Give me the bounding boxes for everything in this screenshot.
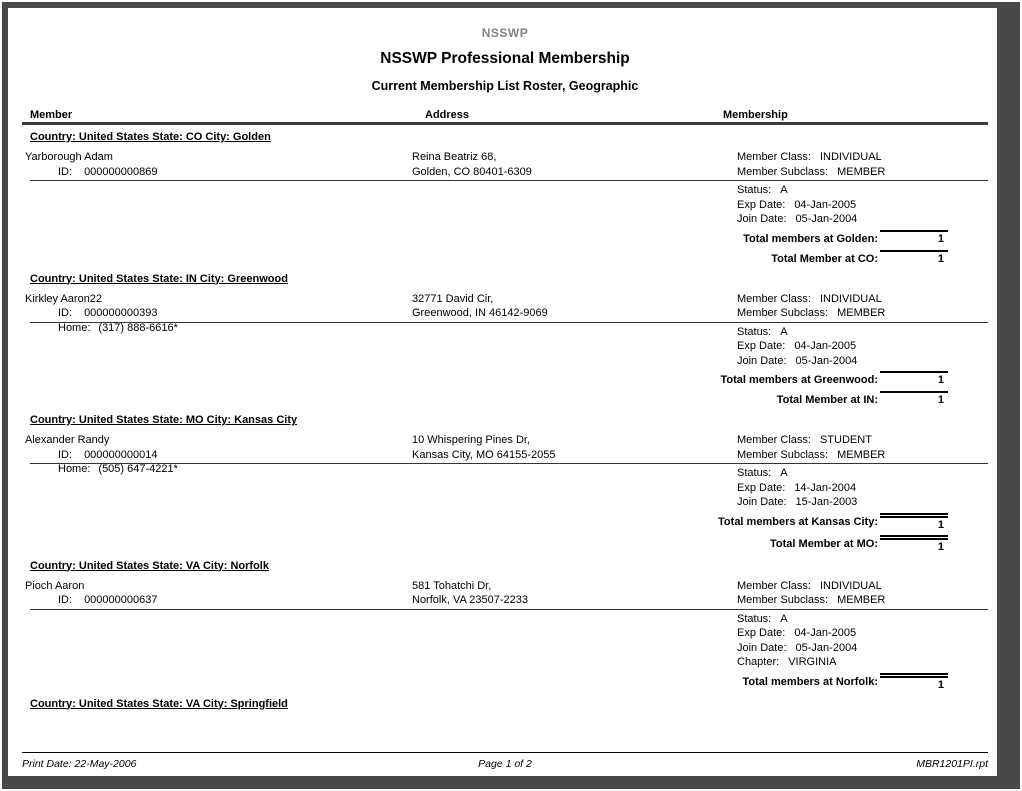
address-line-1: 581 Tohatchi Dr, (412, 579, 492, 592)
total-value: 1 (880, 535, 948, 554)
member-id-row (25, 306, 412, 321)
report-brand: NSSWP (481, 26, 529, 40)
field-label: Member Class: (737, 579, 811, 592)
total-label: Total members at Kansas City: (718, 515, 878, 528)
membership-field (737, 641, 988, 656)
address-line-1: 32771 David Cir, (412, 292, 494, 305)
record-divider (30, 463, 988, 464)
footer-report-name: MBR1201PI.rpt (916, 758, 988, 770)
membership-field (737, 579, 988, 594)
column-header-row (22, 107, 988, 125)
address-line-2: Greenwood, IN 46142-9069 (412, 307, 548, 319)
total-label: Total members at Greenwood: (720, 374, 878, 386)
field-label: Member Class: (737, 292, 811, 305)
member-id-value: 000000000869 (84, 165, 158, 178)
membership-field (737, 448, 988, 463)
membership-field (737, 306, 988, 321)
group-totals (22, 513, 988, 554)
column-header-membership: Membership (723, 109, 788, 121)
group-greenwood (22, 272, 988, 409)
group-norfolk (22, 559, 988, 692)
member-record (22, 579, 988, 670)
field-value: 05-Jan-2004 (795, 213, 858, 225)
address-column (412, 150, 737, 227)
field-value: INDIVIDUAL (819, 292, 882, 305)
field-value: 05-Jan-2004 (795, 354, 858, 367)
city-total-row (22, 513, 948, 532)
membership-field (737, 593, 988, 608)
group-header: Country: United States State: IN City: Greenwood (30, 272, 288, 285)
field-value: MEMBER (837, 448, 886, 461)
state-total-row (22, 535, 948, 554)
member-column (22, 150, 412, 227)
total-value: 1 (880, 391, 948, 407)
column-header-address: Address (425, 109, 470, 121)
field-label: Exp Date: (737, 627, 786, 639)
group-header: Country: United States State: VA City: Norfolk (30, 559, 269, 572)
field-label: Member Class: (737, 151, 811, 163)
membership-column (737, 433, 988, 510)
member-column (22, 579, 412, 670)
field-value: 15-Jan-2003 (795, 496, 858, 508)
state-total-row (22, 391, 948, 408)
membership-field (737, 626, 988, 641)
field-label: Member Class: (737, 434, 811, 446)
field-value: MEMBER (837, 594, 886, 606)
member-name: Pioch Aaron (25, 579, 85, 592)
total-value: 1 (880, 371, 948, 387)
report-subtitle: Current Membership List Roster, Geographic (371, 79, 639, 93)
field-value: INDIVIDUAL (819, 151, 882, 163)
field-label: Status: (737, 325, 772, 338)
report-page (8, 8, 997, 776)
membership-field (737, 198, 988, 213)
member-name: Yarborough Adam (25, 151, 113, 163)
field-value: VIRGINIA (788, 656, 837, 668)
field-value: STUDENT (819, 434, 872, 446)
total-value: 1 (880, 513, 948, 532)
member-column (22, 292, 412, 369)
address-line-2: Golden, CO 80401-6309 (412, 165, 532, 178)
group-totals (22, 371, 988, 408)
state-total-row (22, 250, 948, 267)
member-record (22, 292, 988, 369)
member-id-label: ID: (58, 594, 73, 606)
city-total-row (22, 371, 948, 388)
group-kansas-city (22, 413, 988, 554)
field-value: A (780, 184, 788, 196)
membership-field (737, 325, 988, 340)
member-id-value: 000000000637 (84, 594, 158, 606)
total-value: 1 (880, 250, 948, 266)
field-value: A (780, 467, 788, 479)
field-value: 05-Jan-2004 (795, 641, 858, 654)
group-header: Country: United States State: CO City: Golden (30, 131, 271, 143)
field-label: Exp Date: (737, 481, 786, 494)
page-footer (22, 752, 988, 771)
membership-column (737, 292, 988, 369)
field-value: MEMBER (837, 307, 886, 319)
report-title: NSSWP Professional Membership (380, 50, 630, 67)
total-label: Total Member at CO: (771, 252, 878, 265)
member-id-value: 000000000014 (84, 448, 158, 461)
group-totals (22, 230, 988, 267)
field-label: Member Subclass: (737, 448, 829, 461)
field-label: Join Date: (737, 354, 787, 367)
member-id-label: ID: (58, 307, 73, 319)
membership-field (737, 183, 988, 198)
membership-field (737, 481, 988, 496)
membership-field (737, 655, 988, 670)
footer-page-number: Page 1 of 2 (478, 758, 532, 770)
column-header-member: Member (30, 109, 73, 121)
member-record (22, 150, 988, 227)
record-divider (30, 322, 988, 323)
address-line-1: 10 Whispering Pines Dr, (412, 434, 530, 446)
total-value: 1 (880, 230, 948, 246)
field-value: A (780, 612, 788, 625)
field-label: Status: (737, 184, 772, 196)
address-column (412, 579, 737, 670)
address-line-2: Kansas City, MO 64155-2055 (412, 448, 556, 461)
membership-field (737, 212, 988, 227)
field-label: Join Date: (737, 213, 787, 225)
member-phone-row (25, 462, 412, 477)
group-header: Country: United States State: VA City: Springfield (30, 697, 288, 710)
total-label: Total members at Norfolk: (742, 675, 878, 688)
member-id-row (25, 165, 412, 180)
total-label: Total Member at IN: (776, 394, 878, 406)
membership-field (737, 612, 988, 627)
city-total-row (22, 673, 948, 692)
field-value: MEMBER (837, 165, 886, 178)
record-divider (30, 609, 988, 610)
field-label: Status: (737, 467, 772, 479)
group-totals (22, 673, 988, 692)
field-value: 04-Jan-2005 (794, 198, 857, 211)
field-label: Status: (737, 612, 772, 625)
field-value: 14-Jan-2004 (794, 481, 857, 494)
membership-field (737, 433, 988, 448)
member-id-label: ID: (58, 165, 73, 178)
membership-column (737, 579, 988, 670)
city-total-row (22, 230, 948, 247)
record-divider (30, 180, 988, 181)
field-value: 04-Jan-2005 (794, 340, 857, 352)
membership-field (737, 292, 988, 307)
address-column (412, 433, 737, 510)
membership-field (737, 354, 988, 369)
field-label: Join Date: (737, 496, 787, 508)
member-id-row (25, 593, 412, 608)
member-id-label: ID: (58, 448, 73, 461)
field-label: Chapter: (737, 656, 780, 668)
member-phone-label: Home: (58, 321, 91, 334)
member-phone-value: (505) 647-4221* (98, 463, 178, 475)
field-value: 04-Jan-2005 (794, 627, 857, 639)
field-label: Join Date: (737, 641, 787, 654)
membership-field (737, 495, 988, 510)
member-phone-label: Home: (58, 463, 91, 475)
field-value: INDIVIDUAL (819, 579, 882, 592)
field-label: Member Subclass: (737, 307, 829, 319)
membership-field (737, 165, 988, 180)
group-header: Country: United States State: MO City: Kansas City (30, 414, 298, 426)
total-label: Total Member at MO: (770, 537, 878, 550)
membership-field (737, 466, 988, 481)
member-record (22, 433, 988, 510)
total-label: Total members at Golden: (743, 232, 878, 245)
address-line-2: Norfolk, VA 23507-2233 (412, 594, 528, 606)
member-id-value: 000000000393 (84, 307, 158, 319)
membership-column (737, 150, 988, 227)
membership-field (737, 339, 988, 354)
member-phone-value: (317) 888-6616* (98, 321, 178, 334)
member-column (22, 433, 412, 510)
membership-field (737, 150, 988, 165)
address-column (412, 292, 737, 369)
field-label: Member Subclass: (737, 165, 829, 178)
field-label: Member Subclass: (737, 594, 829, 606)
member-name: Alexander Randy (25, 434, 110, 446)
member-id-row (25, 448, 412, 463)
field-label: Exp Date: (737, 340, 786, 352)
address-line-1: Reina Beatriz 68, (412, 151, 497, 163)
footer-print-date: Print Date: 22-May-2006 (22, 758, 137, 770)
field-value: A (780, 325, 788, 338)
member-name: Kirkley Aaron22 (25, 292, 103, 305)
field-label: Exp Date: (737, 198, 786, 211)
total-value: 1 (880, 673, 948, 692)
group-springfield (22, 697, 988, 711)
member-phone-row (25, 321, 412, 336)
group-golden (22, 130, 988, 267)
